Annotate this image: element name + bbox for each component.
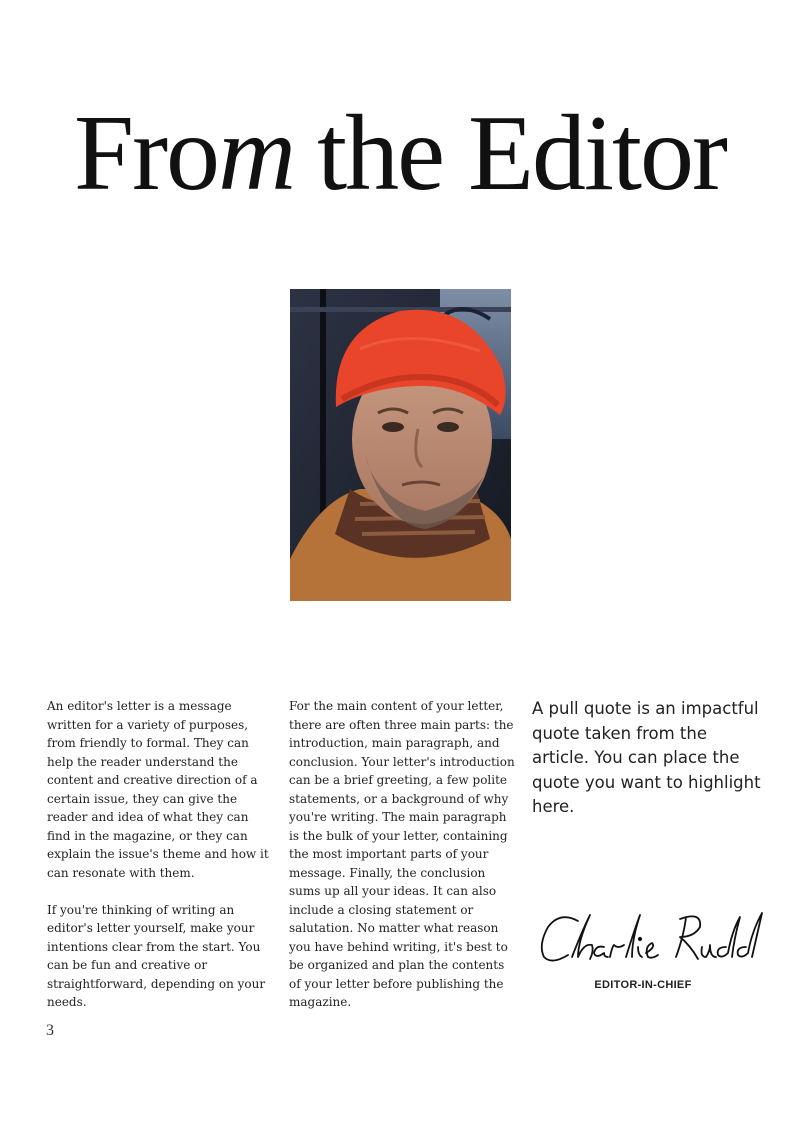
title-part-2-italic: m [218,94,293,213]
page-title [0,94,800,213]
page-number: 3 [46,1022,54,1039]
pull-quote: A pull quote is an impactful quote taken from the article. You can place the quote you want to highlight here. [532,699,761,816]
signature-image [534,905,766,975]
col1-paragraph-2: If you're thinking of writing an editor's letter yourself, make your intentions clear from the start. You can be fun and creative or straightforward, depending on your needs. [47,902,266,1009]
body-column-2 [289,697,517,1012]
col2-paragraph: For the main content of your letter, there are often three main parts: the introduction, main paragraph, and conclusion. Your letter's introduction can be a brief greeting, a few polite statements, or a background of why you're writing. The main paragraph is the bulk of your letter, containing the most important parts of your message. Finally, the conclusion sums up all your ideas. It can also include a closing statement or salutation. No matter what reason you have behind writing, it's best to be organized and plan the contents of your letter before publishing the magazine. [289,699,515,1009]
editor-photo [290,289,511,601]
signature [534,905,766,975]
title-part-1: Fro [74,94,219,213]
title-part-3: the Editor [292,94,726,213]
signature-role: EDITOR-IN-CHIEF [594,979,692,991]
body-column-1 [47,697,272,1012]
editor-portrait-image [290,289,511,601]
col1-paragraph-1: An editor's letter is a message written for a variety of purposes, from friendly to formal. They can help the reader understand the content and creative direction of a certain issue, they can give the reader and idea of what they can find in the magazine, or they can explain the issue's theme and how it can resonate with them. [47,699,269,880]
